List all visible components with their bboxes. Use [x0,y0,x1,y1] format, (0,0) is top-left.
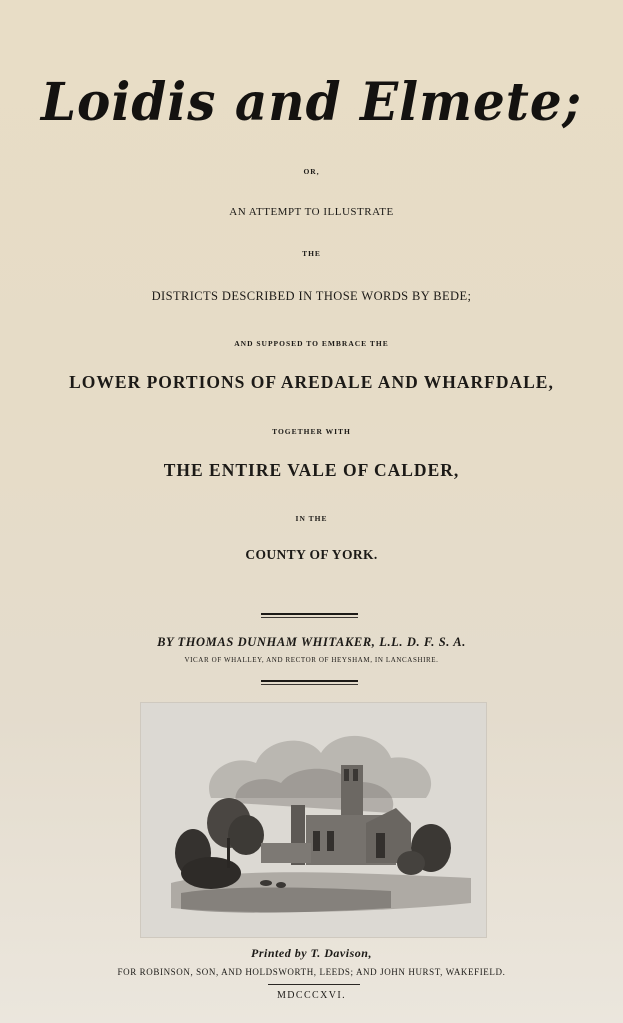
double-rule-bottom [261,680,358,685]
publication-date: MDCCCXVI. [277,990,346,1001]
abbey-engraving [140,702,487,938]
subtitle-line-4: LOWER PORTIONS OF AREDALE AND WHARFDALE, [69,372,554,392]
book-title: Loidis and Elmete; [40,70,583,133]
subtitle-line-7: IN THE [295,514,328,523]
subtitle-line-1: AN ATTEMPT TO ILLUSTRATE [229,206,394,218]
subtitle-line-6: THE ENTIRE VALE OF CALDER, [163,460,460,480]
abbey-engraving-art [141,703,486,937]
double-rule-top [261,613,358,618]
author-line: BY THOMAS DUNHAM WHITAKER, L.L. D. F. S. A. [157,635,466,649]
date-rule [268,984,360,985]
subtitle-line-3: AND SUPPOSED TO EMBRACE THE [234,339,389,348]
author-office: VICAR OF WHALLEY, AND RECTOR OF HEYSHAM, IN LANCASHIRE. [184,656,439,664]
or-text: OR, [303,167,320,176]
the-text: THE [302,249,321,258]
publisher-line: FOR ROBINSON, SON, AND HOLDSWORTH, LEEDS; AND JOHN HURST, WAKEFIELD. [117,967,506,977]
printer-credit: Printed by T. Davison, [251,946,372,960]
subtitle-line-2: DISTRICTS DESCRIBED IN THOSE WORDS BY BEDE; [151,289,472,303]
subtitle-line-5: TOGETHER WITH [272,427,351,436]
subtitle-line-8: COUNTY OF YORK. [245,547,378,562]
